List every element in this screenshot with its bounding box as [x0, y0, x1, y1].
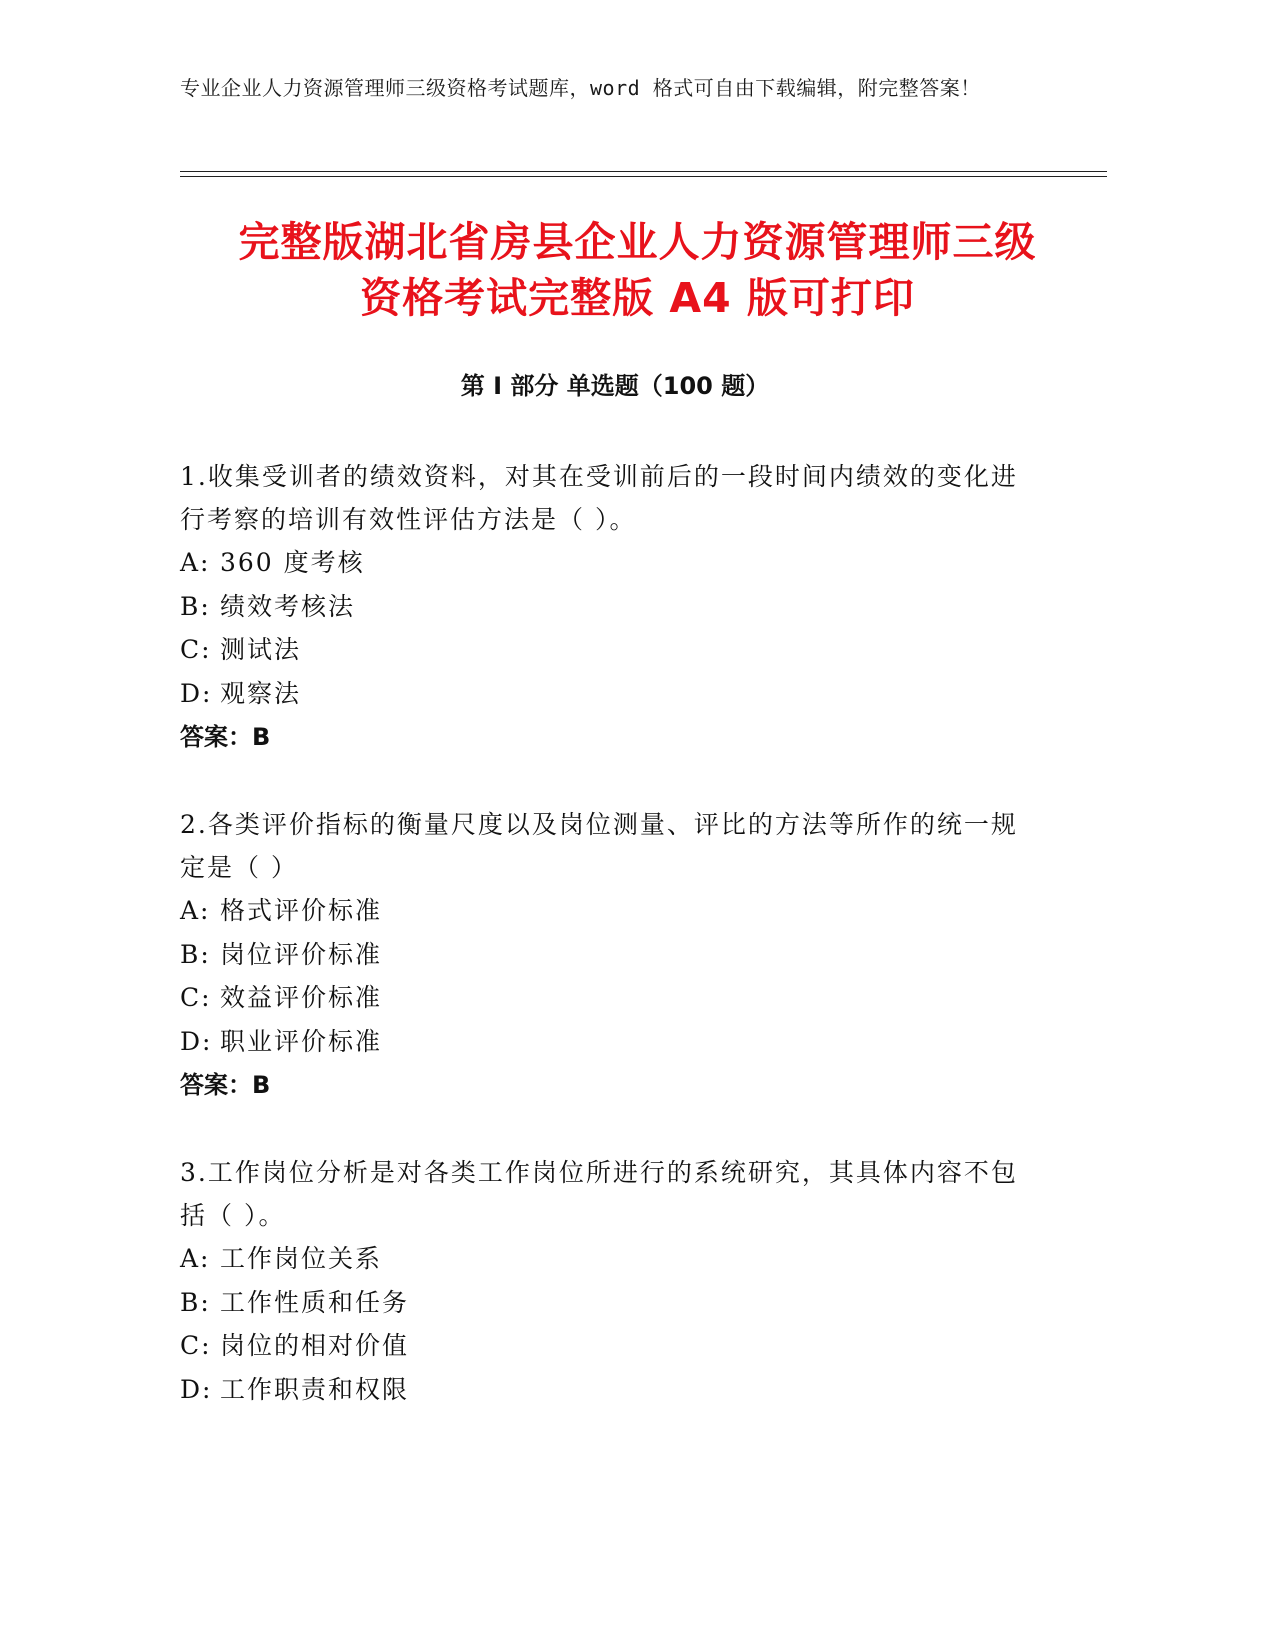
header-divider-top — [180, 171, 1107, 172]
option-letter: C: — [180, 635, 212, 664]
option-c — [180, 976, 1020, 1020]
document-title-line-2: 资格考试完整版 A4 版可打印 — [360, 274, 915, 322]
option-text: 格式评价标准 — [220, 896, 383, 925]
option-letter: C: — [180, 1331, 212, 1360]
section-heading: 第 I 部分 单选题（100 题） — [460, 372, 770, 400]
option-letter: B: — [180, 591, 211, 621]
option-text: 观察法 — [220, 678, 302, 708]
option-d — [180, 672, 1020, 716]
document-title-line-1: 完整版湖北省房县企业人力资源管理师三级 — [238, 218, 1037, 266]
option-a — [180, 889, 1020, 933]
option-letter: A: — [180, 896, 211, 925]
option-d — [180, 1020, 1020, 1064]
option-a — [180, 541, 1020, 585]
answer-line: 答案：B — [180, 723, 271, 751]
document-title — [120, 214, 1155, 326]
question-block — [180, 455, 1020, 759]
option-b — [180, 1281, 1020, 1325]
option-letter: D: — [180, 678, 213, 708]
header-divider-bottom — [180, 176, 1107, 177]
header-note: 专业企业人力资源管理师三级资格考试题库，word 格式可自由下载编辑，附完整答案！ — [180, 76, 981, 100]
option-a — [180, 1237, 1020, 1281]
option-letter: A: — [180, 1244, 211, 1273]
option-text: 工作职责和权限 — [220, 1374, 410, 1404]
question-stem: 1.收集受训者的绩效资料，对其在受训前后的一段时间内绩效的变化进行考察的培训有效性评估方法是（ ）。 — [180, 462, 1018, 534]
option-letter: A: — [180, 548, 211, 577]
option-letter: B: — [180, 1287, 211, 1317]
option-text: 职业评价标准 — [220, 1026, 383, 1056]
option-text: 测试法 — [220, 635, 302, 664]
option-text: 工作性质和任务 — [220, 1287, 410, 1317]
question-block — [180, 803, 1020, 1107]
option-d — [180, 1368, 1020, 1412]
question-stem: 3.工作岗位分析是对各类工作岗位所进行的系统研究，其具体内容不包括（ ）。 — [180, 1158, 1018, 1230]
option-text: 工作岗位关系 — [220, 1244, 383, 1273]
option-c — [180, 1324, 1020, 1368]
option-b — [180, 933, 1020, 977]
option-c — [180, 628, 1020, 672]
option-text: 岗位的相对价值 — [220, 1331, 410, 1360]
option-letter: B: — [180, 939, 211, 969]
option-letter: D: — [180, 1374, 213, 1404]
question-block — [180, 1151, 1020, 1411]
option-text: 绩效考核法 — [220, 591, 356, 621]
option-b — [180, 585, 1020, 629]
option-letter: C: — [180, 983, 212, 1012]
answer-line: 答案：B — [180, 1071, 271, 1099]
option-text: 岗位评价标准 — [220, 939, 383, 969]
option-letter: D: — [180, 1026, 213, 1056]
question-stem: 2.各类评价指标的衡量尺度以及岗位测量、评比的方法等所作的统一规定是（ ） — [180, 810, 1018, 882]
option-text: 360 度考核 — [220, 548, 365, 577]
option-text: 效益评价标准 — [220, 983, 383, 1012]
